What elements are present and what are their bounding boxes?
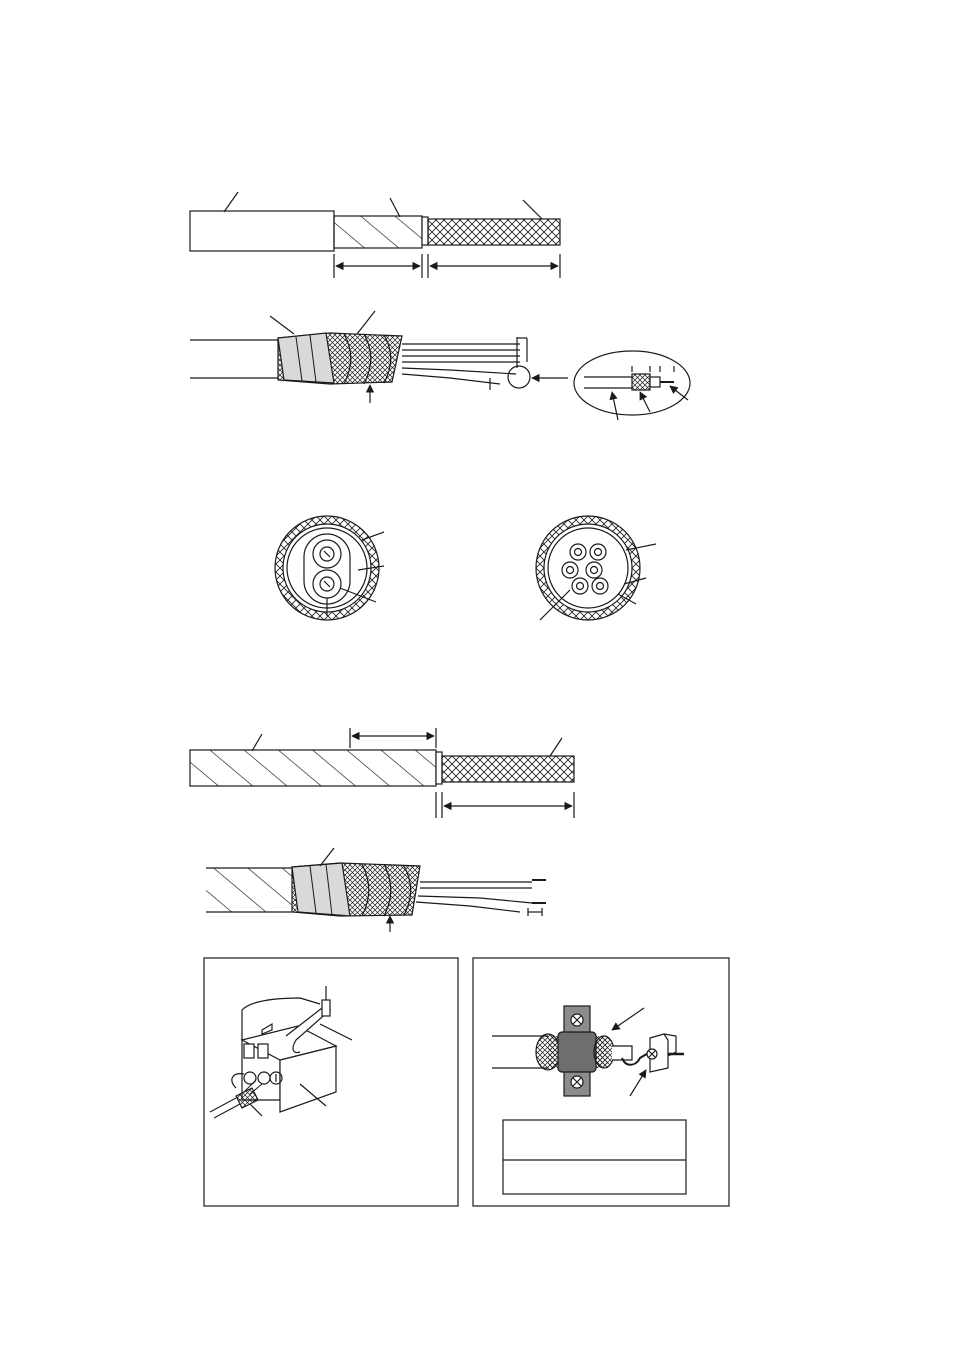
cable-cross-section-2-pair: [275, 516, 384, 620]
cable-taping-detail-1: [190, 311, 690, 420]
cable-cross-section-6-core: [536, 516, 656, 620]
cable-clamp-box: [473, 958, 729, 1206]
cable-clamp: [558, 1006, 596, 1096]
cable-taping-detail-2: [206, 848, 546, 932]
connector-wiring-box: [204, 958, 458, 1206]
cable-end-preparation-1: [190, 192, 560, 278]
cable-end-preparation-2: [190, 728, 574, 818]
